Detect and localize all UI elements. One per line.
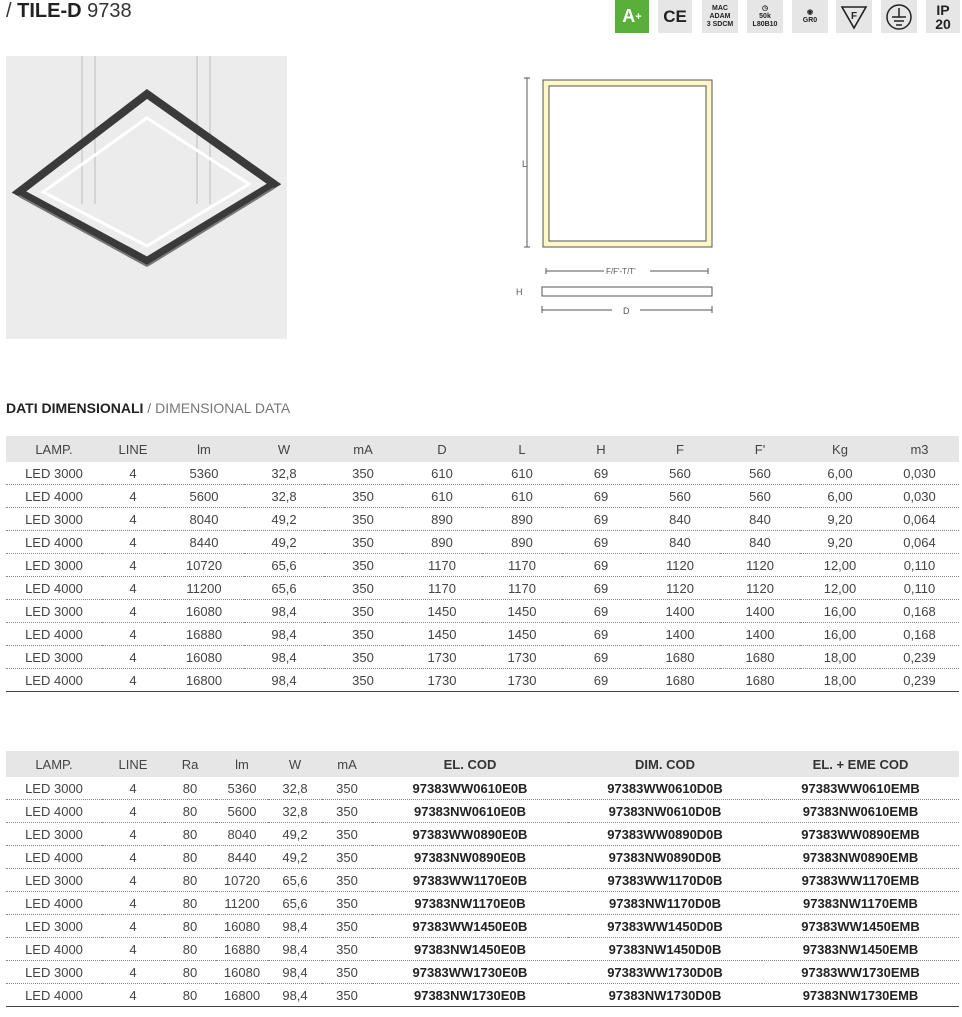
table-cell: 16880 xyxy=(216,938,268,961)
table-cell: 65,6 xyxy=(268,892,322,915)
table-cell: 1400 xyxy=(640,623,720,646)
table-cell: 5600 xyxy=(164,485,244,508)
table-cell: 97383NW1170D0B xyxy=(568,892,762,915)
column-header: Kg xyxy=(800,436,880,462)
table-cell: 350 xyxy=(322,961,372,984)
table-cell: 16080 xyxy=(216,915,268,938)
table-cell: 1450 xyxy=(482,600,562,623)
table-cell: 97383NW0610E0B xyxy=(372,800,568,823)
table-cell: 69 xyxy=(562,600,640,623)
dimensional-table xyxy=(6,436,959,692)
table-row xyxy=(6,961,959,984)
column-header: F' xyxy=(720,436,800,462)
table-row xyxy=(6,623,959,646)
column-header: mA xyxy=(322,751,372,777)
table-row xyxy=(6,823,959,846)
table-cell: 69 xyxy=(562,508,640,531)
table-cell: 32,8 xyxy=(244,462,324,485)
table-cell: LED 3000 xyxy=(6,961,102,984)
table-cell: 350 xyxy=(322,800,372,823)
table-cell: 97383NW1730D0B xyxy=(568,984,762,1007)
table-cell: 1680 xyxy=(640,669,720,692)
table-cell: 65,6 xyxy=(244,554,324,577)
table-cell: 350 xyxy=(322,915,372,938)
table-cell: 350 xyxy=(322,938,372,961)
table-cell: 5600 xyxy=(216,800,268,823)
table-cell: 16800 xyxy=(164,669,244,692)
table-cell: LED 4000 xyxy=(6,577,102,600)
table-cell: 1450 xyxy=(482,623,562,646)
table-cell: 97383NW0890E0B xyxy=(372,846,568,869)
table-cell: LED 4000 xyxy=(6,623,102,646)
table-cell: 97383WW1450EMB xyxy=(762,915,959,938)
table-row xyxy=(6,846,959,869)
table-row xyxy=(6,777,959,800)
table-row xyxy=(6,508,959,531)
column-header: Ra xyxy=(164,751,216,777)
column-header: m3 xyxy=(880,436,959,462)
table-cell: 0,030 xyxy=(880,485,959,508)
table-row xyxy=(6,892,959,915)
column-header: LINE xyxy=(102,751,164,777)
table-cell: 97383NW1450E0B xyxy=(372,938,568,961)
svg-text:F: F xyxy=(851,10,858,22)
table-cell: 97383WW0890E0B xyxy=(372,823,568,846)
table-cell: LED 4000 xyxy=(6,800,102,823)
table-cell: 350 xyxy=(324,669,402,692)
table-row xyxy=(6,600,959,623)
table-cell: LED 3000 xyxy=(6,554,102,577)
column-header: EL. + EME COD xyxy=(762,751,959,777)
table-cell: 4 xyxy=(102,777,164,800)
column-header: D xyxy=(402,436,482,462)
table-row xyxy=(6,485,959,508)
table-cell: 80 xyxy=(164,892,216,915)
table-cell: 1730 xyxy=(402,669,482,692)
table-cell: 4 xyxy=(102,823,164,846)
table-cell: 4 xyxy=(102,462,164,485)
table-cell: 1400 xyxy=(720,623,800,646)
table-cell: 97383WW1730D0B xyxy=(568,961,762,984)
table-row xyxy=(6,554,959,577)
table-cell: 4 xyxy=(102,846,164,869)
table-cell: 0,168 xyxy=(880,600,959,623)
table-cell: 4 xyxy=(102,508,164,531)
codes-table xyxy=(6,751,959,1007)
table-cell: 1400 xyxy=(720,600,800,623)
table-row xyxy=(6,669,959,692)
table-cell: 97383WW1730EMB xyxy=(762,961,959,984)
table-cell: 98,4 xyxy=(268,938,322,961)
table-row xyxy=(6,869,959,892)
table-cell: 890 xyxy=(402,531,482,554)
table-cell: 840 xyxy=(640,508,720,531)
table-cell: 610 xyxy=(482,485,562,508)
table-cell: 560 xyxy=(720,462,800,485)
table-cell: 10720 xyxy=(216,869,268,892)
table-row xyxy=(6,915,959,938)
table-cell: 69 xyxy=(562,646,640,669)
column-header: lm xyxy=(164,436,244,462)
table-cell: 69 xyxy=(562,462,640,485)
table-cell: 350 xyxy=(322,869,372,892)
table-cell: 610 xyxy=(402,462,482,485)
table-cell: 4 xyxy=(102,915,164,938)
table-cell: 65,6 xyxy=(244,577,324,600)
table-cell: 1120 xyxy=(640,577,720,600)
f-mark-icon xyxy=(836,0,872,33)
table-cell: 840 xyxy=(640,531,720,554)
table-cell: 560 xyxy=(640,485,720,508)
table-cell: 4 xyxy=(102,531,164,554)
table-cell: 97383WW0610E0B xyxy=(372,777,568,800)
table-cell: 1170 xyxy=(482,577,562,600)
table-cell: 65,6 xyxy=(268,869,322,892)
table-cell: 97383NW1450D0B xyxy=(568,938,762,961)
table-cell: 350 xyxy=(324,600,402,623)
table-cell: 98,4 xyxy=(268,961,322,984)
table-cell: 0,110 xyxy=(880,554,959,577)
table-cell: 11200 xyxy=(216,892,268,915)
table-cell: 97383WW1170D0B xyxy=(568,869,762,892)
table-cell: 98,4 xyxy=(268,915,322,938)
table-cell: LED 4000 xyxy=(6,938,102,961)
column-header: LAMP. xyxy=(6,751,102,777)
table-row xyxy=(6,984,959,1007)
table-cell: 16800 xyxy=(216,984,268,1007)
table-cell: LED 4000 xyxy=(6,669,102,692)
table-cell: 4 xyxy=(102,800,164,823)
table-cell: 1680 xyxy=(720,646,800,669)
table-cell: 8440 xyxy=(164,531,244,554)
label-h: H xyxy=(516,287,523,297)
table-cell: 560 xyxy=(640,462,720,485)
table-cell: 0,030 xyxy=(880,462,959,485)
table-cell: LED 4000 xyxy=(6,846,102,869)
table-cell: LED 3000 xyxy=(6,646,102,669)
table-cell: 0,064 xyxy=(880,531,959,554)
table-cell: 97383WW1170E0B xyxy=(372,869,568,892)
table-cell: LED 3000 xyxy=(6,508,102,531)
table-cell: 49,2 xyxy=(268,823,322,846)
table-cell: 97383NW1450EMB xyxy=(762,938,959,961)
table-cell: 69 xyxy=(562,577,640,600)
ip-rating-icon: IP 20 xyxy=(926,0,960,33)
table-cell: LED 4000 xyxy=(6,892,102,915)
section-title-en: DIMENSIONAL DATA xyxy=(155,400,291,416)
table-cell: 4 xyxy=(102,485,164,508)
table-cell: LED 4000 xyxy=(6,485,102,508)
product-title xyxy=(6,0,132,28)
table-cell: 6,00 xyxy=(800,462,880,485)
table-cell: 16080 xyxy=(164,646,244,669)
table-cell: LED 4000 xyxy=(6,984,102,1007)
table-cell: 0,064 xyxy=(880,508,959,531)
table-cell: 840 xyxy=(720,508,800,531)
technical-drawing xyxy=(510,72,730,322)
table-cell: 4 xyxy=(102,646,164,669)
column-header: LINE xyxy=(102,436,164,462)
table-cell: 1120 xyxy=(640,554,720,577)
table-cell: 9,20 xyxy=(800,531,880,554)
column-header: LAMP. xyxy=(6,436,102,462)
table-cell: 4 xyxy=(102,938,164,961)
table-cell: 0,110 xyxy=(880,577,959,600)
table-cell: 1170 xyxy=(482,554,562,577)
table-cell: 8440 xyxy=(216,846,268,869)
table-cell: 350 xyxy=(324,531,402,554)
product-number: 9738 xyxy=(87,0,132,22)
table-cell: 49,2 xyxy=(244,531,324,554)
table-cell: 350 xyxy=(322,892,372,915)
table-cell: 610 xyxy=(402,485,482,508)
table-cell: 97383WW1170EMB xyxy=(762,869,959,892)
table-cell: 69 xyxy=(562,554,640,577)
table-cell: 350 xyxy=(322,777,372,800)
table-cell: 350 xyxy=(324,508,402,531)
table-cell: LED 3000 xyxy=(6,823,102,846)
table-cell: 16080 xyxy=(216,961,268,984)
column-header: H xyxy=(562,436,640,462)
table-cell: 97383NW0890EMB xyxy=(762,846,959,869)
section-title-it: DATI DIMENSIONALI xyxy=(6,400,144,416)
table-cell: 6,00 xyxy=(800,485,880,508)
table-cell: 1450 xyxy=(402,600,482,623)
table-cell: 4 xyxy=(102,869,164,892)
label-l: L xyxy=(522,159,528,169)
table-cell: 890 xyxy=(482,508,562,531)
table-cell: 97383WW1730E0B xyxy=(372,961,568,984)
table-cell: 98,4 xyxy=(244,623,324,646)
table-cell: 350 xyxy=(322,846,372,869)
column-header: EL. COD xyxy=(372,751,568,777)
table-cell: 0,168 xyxy=(880,623,959,646)
column-header: W xyxy=(268,751,322,777)
table-cell: 350 xyxy=(324,623,402,646)
table-row xyxy=(6,577,959,600)
table-cell: 350 xyxy=(324,554,402,577)
table-cell: 8040 xyxy=(164,508,244,531)
table-cell: LED 3000 xyxy=(6,462,102,485)
table-cell: LED 4000 xyxy=(6,531,102,554)
product-photo xyxy=(6,56,287,339)
table-cell: 98,4 xyxy=(244,600,324,623)
table-cell: 350 xyxy=(322,984,372,1007)
table-cell: 80 xyxy=(164,915,216,938)
table-cell: 80 xyxy=(164,846,216,869)
table-cell: 610 xyxy=(482,462,562,485)
table-cell: 97383WW0610D0B xyxy=(568,777,762,800)
table-cell: 97383NW0890D0B xyxy=(568,846,762,869)
table-cell: 350 xyxy=(324,646,402,669)
table-cell: 80 xyxy=(164,800,216,823)
table-cell: 32,8 xyxy=(268,800,322,823)
table-cell: 80 xyxy=(164,869,216,892)
table-cell: 1730 xyxy=(402,646,482,669)
table-cell: 98,4 xyxy=(244,669,324,692)
table-cell: 4 xyxy=(102,984,164,1007)
table-cell: 97383NW1730E0B xyxy=(372,984,568,1007)
table-cell: 12,00 xyxy=(800,577,880,600)
table-cell: 4 xyxy=(102,623,164,646)
table-cell: 16,00 xyxy=(800,623,880,646)
energy-class-icon: A + xyxy=(615,0,649,33)
section-sep: / xyxy=(143,400,156,416)
table-cell: 97383NW0610D0B xyxy=(568,800,762,823)
table-cell: 69 xyxy=(562,485,640,508)
table-cell: 1730 xyxy=(482,669,562,692)
table-cell: 4 xyxy=(102,961,164,984)
lifetime-icon: ◷ 50k L80B10 xyxy=(747,0,783,33)
table-cell: 11200 xyxy=(164,577,244,600)
table-cell: 80 xyxy=(164,938,216,961)
product-name: TILE-D xyxy=(17,0,82,22)
table-cell: 18,00 xyxy=(800,646,880,669)
table-cell: 1170 xyxy=(402,577,482,600)
table-cell: 1680 xyxy=(720,669,800,692)
table-cell: 16880 xyxy=(164,623,244,646)
table-cell: 97383WW1450E0B xyxy=(372,915,568,938)
table-cell: 9,20 xyxy=(800,508,880,531)
table-cell: 97383WW0890EMB xyxy=(762,823,959,846)
title-slash: / xyxy=(6,0,12,22)
table-cell: 69 xyxy=(562,531,640,554)
table-cell: 560 xyxy=(720,485,800,508)
table-row xyxy=(6,646,959,669)
table-cell: 890 xyxy=(402,508,482,531)
table-cell: 1170 xyxy=(402,554,482,577)
table-cell: 5360 xyxy=(216,777,268,800)
table-cell: 350 xyxy=(324,485,402,508)
macadam-icon: MAC ADAM 3 SDCM xyxy=(702,0,738,33)
table-cell: 12,00 xyxy=(800,554,880,577)
table-cell: 98,4 xyxy=(268,984,322,1007)
table-cell: 97383NW1170E0B xyxy=(372,892,568,915)
table-cell: 97383WW0890D0B xyxy=(568,823,762,846)
table-cell: 0,239 xyxy=(880,669,959,692)
table-cell: 1120 xyxy=(720,554,800,577)
table-cell: LED 3000 xyxy=(6,777,102,800)
table-cell: 350 xyxy=(322,823,372,846)
table-cell: 97383NW0610EMB xyxy=(762,800,959,823)
table-cell: 4 xyxy=(102,577,164,600)
table-cell: 890 xyxy=(482,531,562,554)
table-cell: 97383NW1170EMB xyxy=(762,892,959,915)
label-d: D xyxy=(623,306,630,316)
table-cell: 840 xyxy=(720,531,800,554)
column-header: F xyxy=(640,436,720,462)
table-cell: 1400 xyxy=(640,600,720,623)
ce-mark-icon: CE xyxy=(658,0,692,33)
table-cell: LED 3000 xyxy=(6,600,102,623)
table-cell: 1450 xyxy=(402,623,482,646)
table-row xyxy=(6,800,959,823)
table-cell: 4 xyxy=(102,669,164,692)
earth-icon xyxy=(881,0,917,33)
table-cell: 350 xyxy=(324,462,402,485)
column-header: lm xyxy=(216,751,268,777)
table-cell: 32,8 xyxy=(268,777,322,800)
table-cell: 4 xyxy=(102,554,164,577)
label-fftt: F/F'-T/T' xyxy=(606,267,636,276)
table-cell: 1730 xyxy=(482,646,562,669)
table-cell: 69 xyxy=(562,669,640,692)
table-row xyxy=(6,938,959,961)
table-cell: 97383WW0610EMB xyxy=(762,777,959,800)
table-cell: 32,8 xyxy=(244,485,324,508)
table-cell: 5360 xyxy=(164,462,244,485)
table-cell: 1680 xyxy=(640,646,720,669)
column-header: W xyxy=(244,436,324,462)
table-cell: 80 xyxy=(164,777,216,800)
section-title xyxy=(6,400,290,416)
table-cell: 97383WW1450D0B xyxy=(568,915,762,938)
table-cell: 80 xyxy=(164,984,216,1007)
table-cell: 80 xyxy=(164,823,216,846)
table-cell: 10720 xyxy=(164,554,244,577)
column-header: DIM. COD xyxy=(568,751,762,777)
table-cell: 80 xyxy=(164,961,216,984)
table-cell: 1120 xyxy=(720,577,800,600)
table-cell: 18,00 xyxy=(800,669,880,692)
table-cell: 4 xyxy=(102,600,164,623)
table-cell: LED 3000 xyxy=(6,915,102,938)
column-header: L xyxy=(482,436,562,462)
table-cell: 350 xyxy=(324,577,402,600)
table-row xyxy=(6,531,959,554)
table-cell: 4 xyxy=(102,892,164,915)
table-cell: 0,239 xyxy=(880,646,959,669)
table-row xyxy=(6,462,959,485)
photobiological-icon: ◉ GR0 xyxy=(792,0,828,33)
column-header: mA xyxy=(324,436,402,462)
table-cell: 98,4 xyxy=(244,646,324,669)
table-cell: 16,00 xyxy=(800,600,880,623)
table-cell: 49,2 xyxy=(244,508,324,531)
table-cell: 49,2 xyxy=(268,846,322,869)
table-cell: 16080 xyxy=(164,600,244,623)
table-cell: 8040 xyxy=(216,823,268,846)
table-cell: 69 xyxy=(562,623,640,646)
table-cell: 97383NW1730EMB xyxy=(762,984,959,1007)
table-cell: LED 3000 xyxy=(6,869,102,892)
